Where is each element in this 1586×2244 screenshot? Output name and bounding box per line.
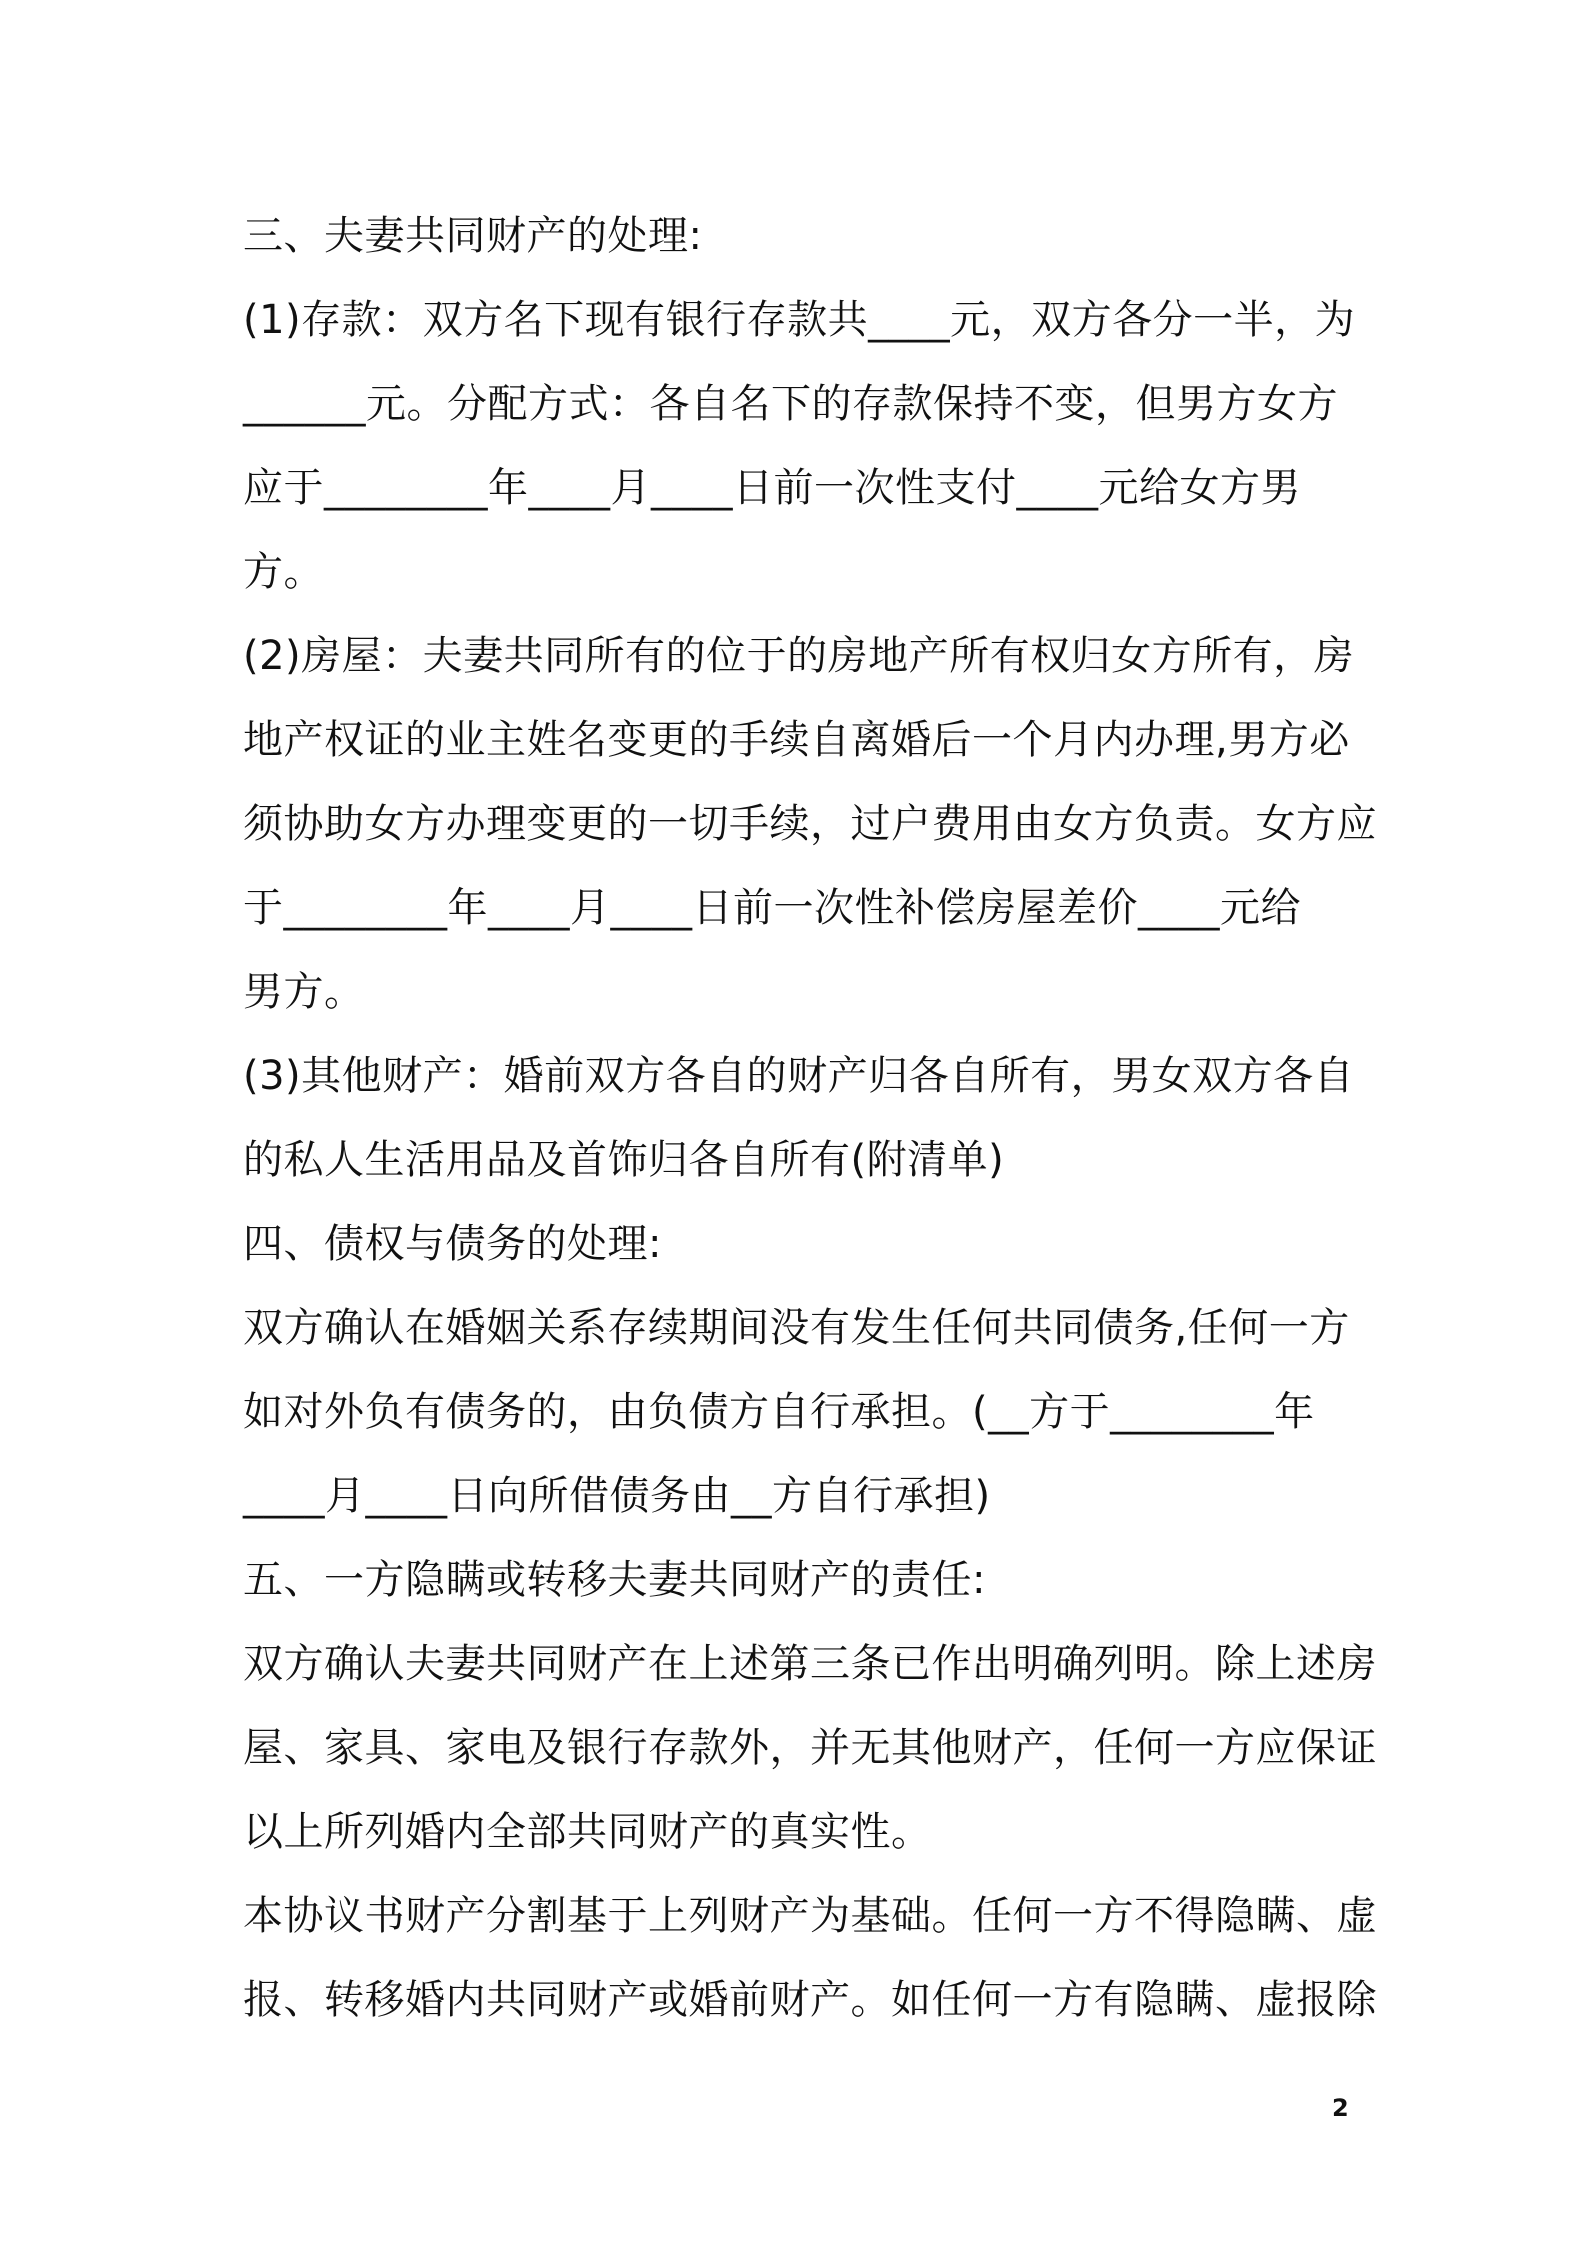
paragraph-line: 以上所列婚内全部共同财产的真实性。 — [243, 1809, 932, 1855]
paragraph-line: 报、转移婚内共同财产或婚前财产。如任何一方有隐瞒、虚报除 — [243, 1977, 1377, 2023]
paragraph-line: (1)存款：双方名下现有银行存款共____元，双方各分一半，为 — [243, 297, 1356, 343]
paragraph-line: (3)其他财产：婚前双方各自的财产归各自所有，男女双方各自 — [243, 1053, 1355, 1099]
paragraph-line: ____月____日向所借债务由__方自行承担) — [243, 1473, 991, 1519]
paragraph-line: 的私人生活用品及首饰归各自所有(附清单) — [243, 1137, 1005, 1183]
paragraph-line: 地产权证的业主姓名变更的手续自离婚后一个月内办理,男方必 — [243, 717, 1350, 763]
page-number: 2 — [1332, 2094, 1349, 2122]
paragraph-line: 本协议书财产分割基于上列财产为基础。任何一方不得隐瞒、虚 — [243, 1893, 1377, 1939]
section-heading-5: 五、一方隐瞒或转移夫妻共同财产的责任: — [243, 1557, 986, 1603]
paragraph-line: 应于________年____月____日前一次性支付____元给女方男 — [243, 465, 1301, 511]
paragraph-line: 双方确认夫妻共同财产在上述第三条已作出明确列明。除上述房 — [243, 1641, 1377, 1687]
section-heading-4: 四、债权与债务的处理: — [243, 1221, 662, 1267]
paragraph-line: (2)房屋：夫妻共同所有的位于的房地产所有权归女方所有，房 — [243, 633, 1355, 679]
paragraph-line: ______元。分配方式：各自名下的存款保持不变，但男方女方 — [243, 381, 1338, 427]
paragraph-line: 屋、家具、家电及银行存款外，并无其他财产，任何一方应保证 — [243, 1725, 1377, 1771]
paragraph-line: 如对外负有债务的，由负债方自行承担。(__方于________年 — [243, 1389, 1315, 1435]
paragraph-line: 须协助女方办理变更的一切手续，过户费用由女方负责。女方应 — [243, 801, 1377, 847]
paragraph-line: 男方。 — [243, 969, 365, 1015]
section-heading-3: 三、夫妻共同财产的处理: — [243, 213, 703, 259]
paragraph-line: 方。 — [243, 549, 324, 595]
paragraph-line: 双方确认在婚姻关系存续期间没有发生任何共同债务,任何一方 — [243, 1305, 1350, 1351]
document-body — [243, 194, 1377, 2042]
paragraph-line: 于________年____月____日前一次性补偿房屋差价____元给 — [243, 885, 1301, 931]
